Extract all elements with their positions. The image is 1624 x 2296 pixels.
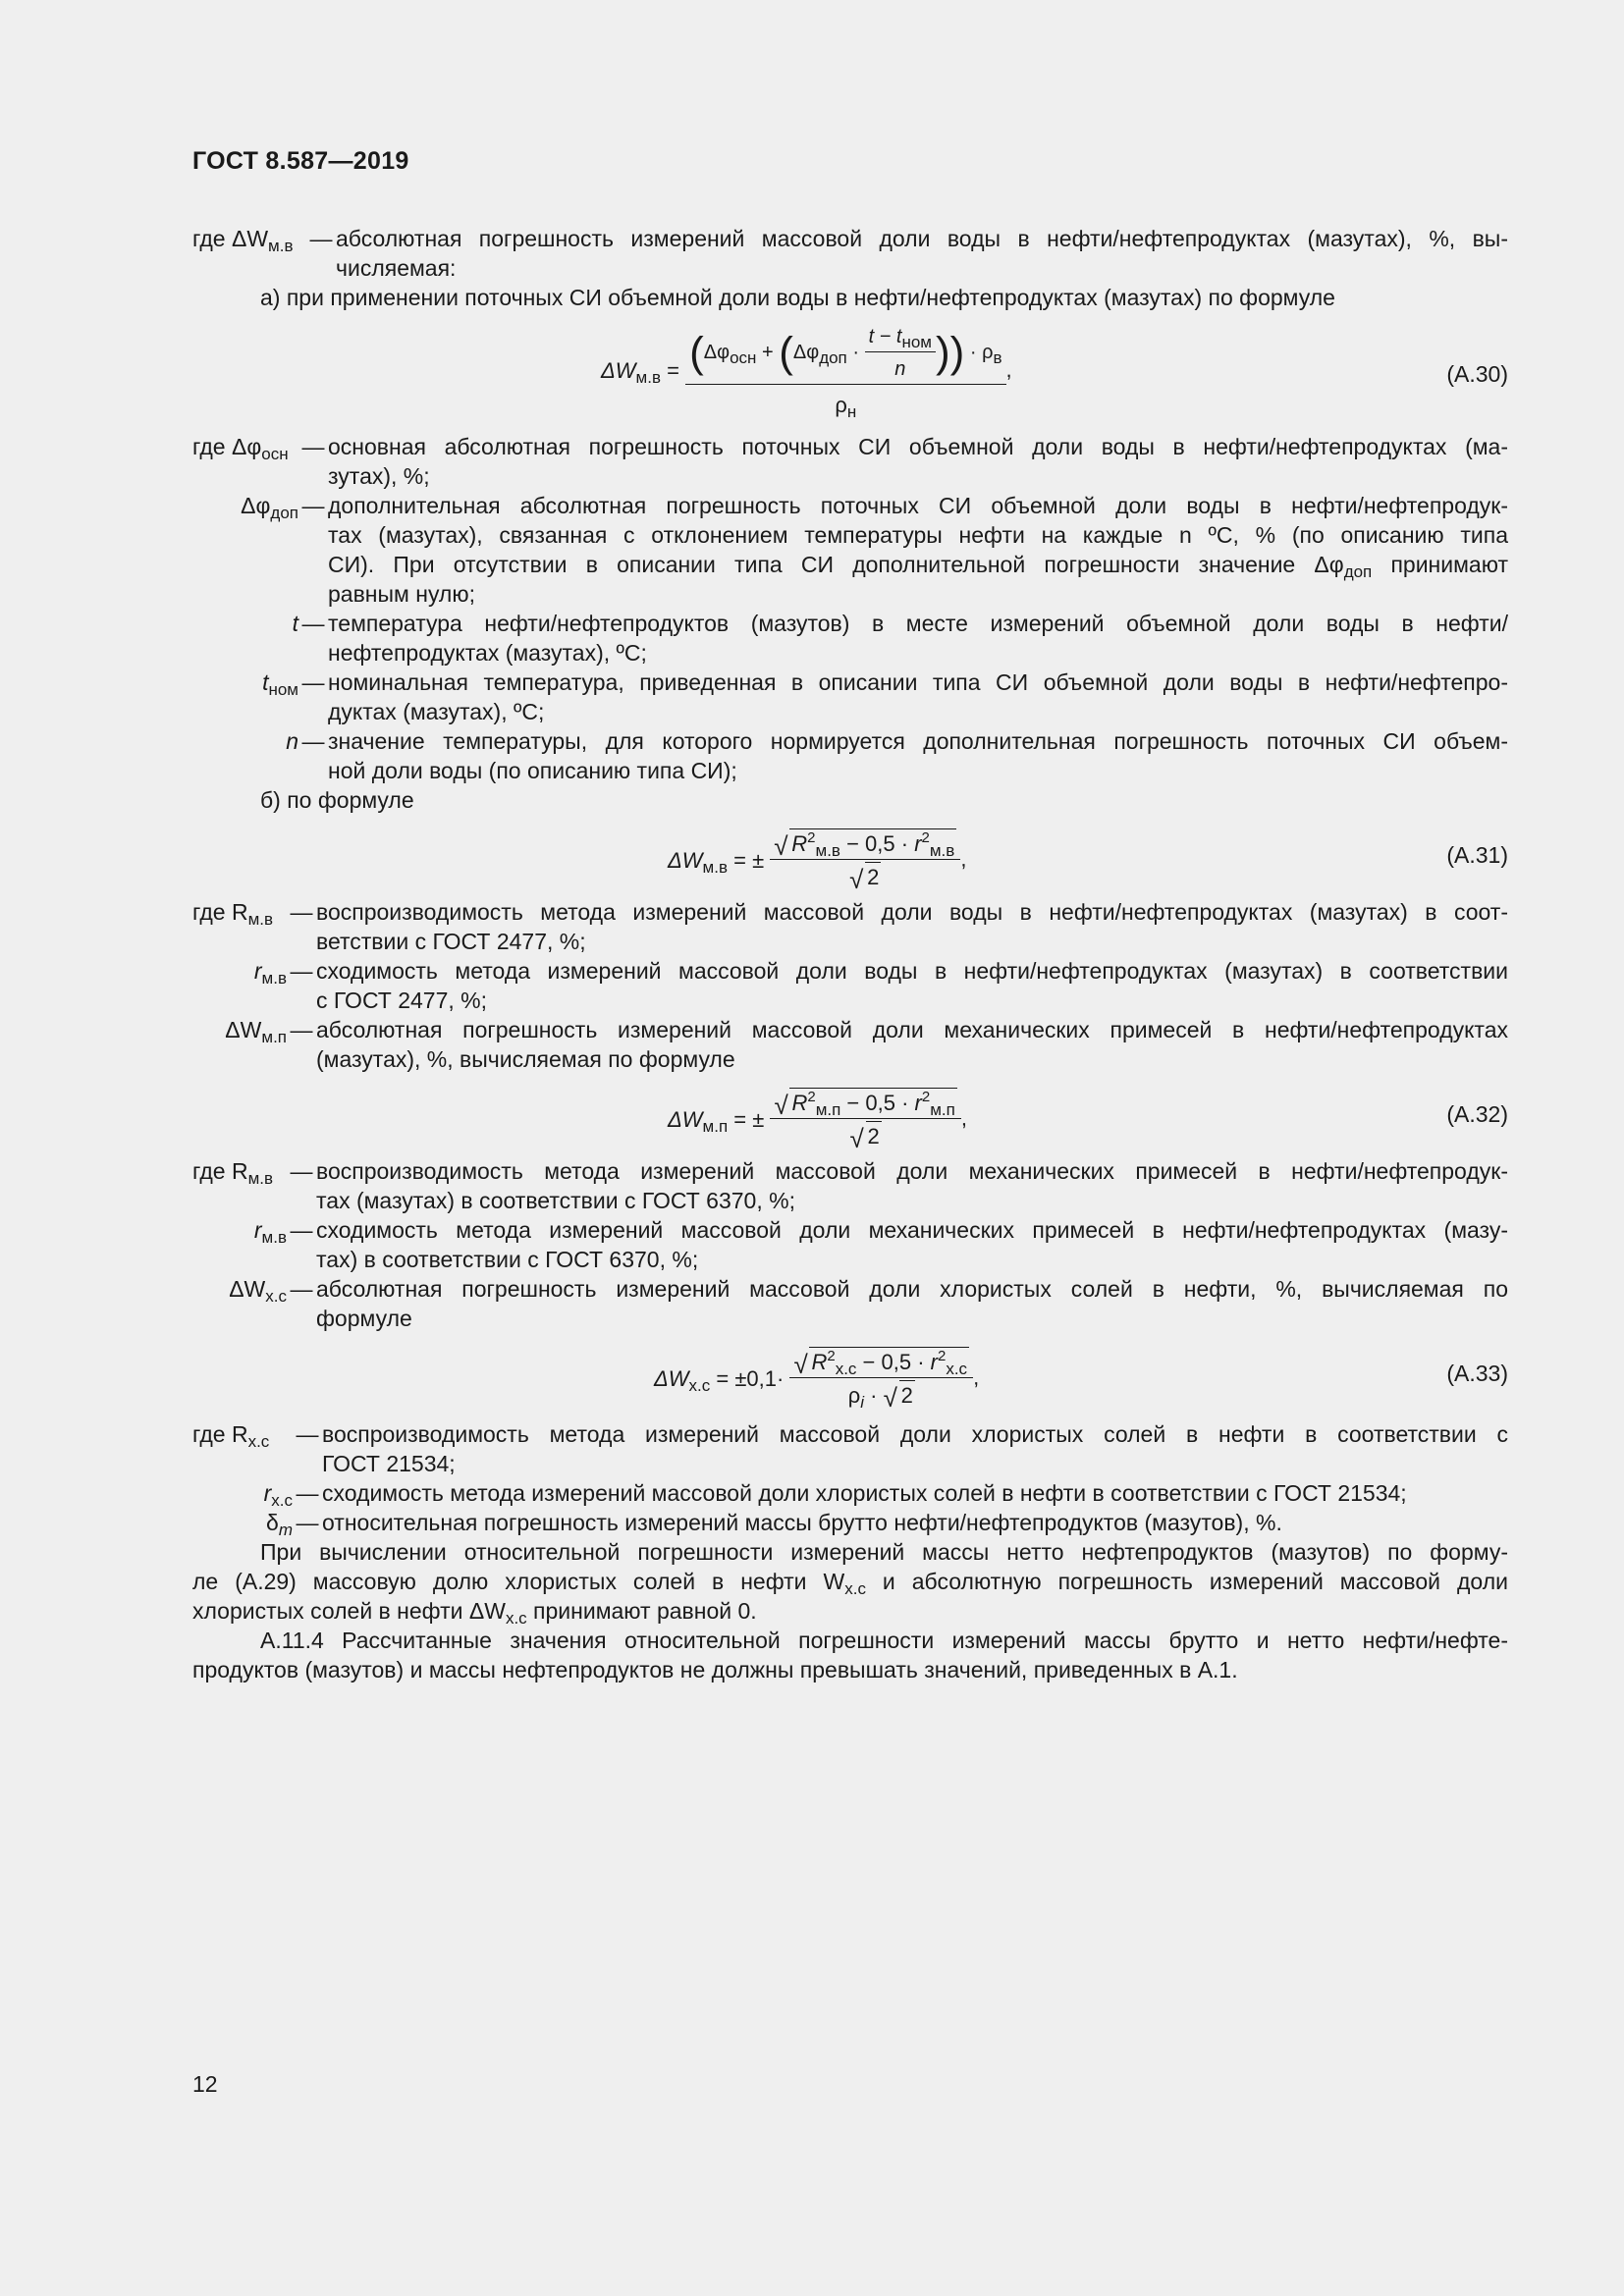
definition-delta-w-xc: $\Delta W_{х.с}$ — абсолютная погрешность измерений массовой доли хлористых солей в нефти, %, вычисляемая по формуле xyxy=(229,1276,1508,1331)
formula-a30: $\Delta W_{м.в}$ = ($\Delta\varphi_{осн} + (\Delta\varphi_{доп}$ · $\frac{t - t_{ном}}{n}$ )) · $\rho_в$ $\rho_н$ , (А.30) xyxy=(192,312,1508,432)
definition-dash: — xyxy=(309,226,333,251)
symbol-subscript: м.в xyxy=(268,237,294,255)
formula-number: (А.33) xyxy=(1446,1361,1508,1386)
paragraph-note: При вычислении относительной погрешности измерений массы нетто нефтепродуктов (мазутов) по форму- ле (А.29) массовую долю хлористых солей в нефти $W_{х.с}$ и абсолютную погрешность измерений массовой доли хлористых солей в нефти $\Delta W_{х.с}$ принимают равной 0. xyxy=(192,1539,1508,1628)
definition-delta-w-mv xyxy=(192,224,1508,283)
definition-n: n — значение температуры, для которого нормируется дополнительная погрешность поточных СИ объем- ной доли воды (по описанию типа СИ); xyxy=(286,728,1508,783)
definition-delta-w-mp: $\Delta W_{м.п}$ — абсолютная погрешность измерений массовой доли механических примесей в нефти/нефтепродуктах (мазутах), %, вычисляемая по формуле xyxy=(225,1017,1508,1072)
formula-lhs: ΔW xyxy=(601,358,636,383)
definition-r-xc: $r_{х.с}$ — сходимость метода измерений массовой доли хлористых солей в нефти в соответствии с ГОСТ 21534; xyxy=(263,1480,1407,1510)
definition-r-mv-2: $r_{м.в}$ — сходимость метода измерений массовой доли механических примесей в нефти/нефтепродуктах (мазу- тах) в соответствии с ГОСТ 6370, %; xyxy=(253,1217,1508,1272)
page-content xyxy=(192,224,1508,1684)
definition-r-mv: $r_{м.в}$ — сходимость метода измерений массовой доли воды в нефти/нефтепродуктах (мазутах) в соответствии с ГОСТ 2477, %; xyxy=(253,958,1508,1013)
definition-symbol: где ΔW xyxy=(192,226,269,251)
definition-delta-phi-dop: $\Delta\varphi_{доп}$ — дополнительная абсолютная погрешность поточных СИ объемной доли воды в нефти/нефтепродук- тах (мазутах), связанная с отклонением температуры нефти на каждые n ºС, % (по описанию типа СИ). При отсутствии в описании типа СИ дополнительной погрешности значение $\Delta\varphi_{доп}$ принимают равным нулю; xyxy=(241,493,1508,607)
definition-t: t — температура нефти/нефтепродуктов (мазутов) в месте измерений объемной доли воды в нефти/ нефтепродуктах (мазутах), ºС; xyxy=(292,611,1508,666)
document-header: ГОСТ 8.587—2019 xyxy=(192,147,409,175)
paragraph-a-11-4: А.11.4 Рассчитанные значения относительной погрешности измерений массы брутто и нетто нефти/нефте- продуктов (мазутов) и массы нефтепродуктов не должны превышать значений, приведенных в А.1. xyxy=(192,1628,1508,1682)
formula-number: (А.31) xyxy=(1446,842,1508,868)
list-item-b: б) по формуле xyxy=(260,787,414,813)
formula-a31: $\Delta W_{м.в}$ = ± √ $R^2_{м.в} - 0,5 \cdot r^2_{м.в}$ √ 2 , (А.31) xyxy=(668,829,1508,894)
formula-a32: $\Delta W_{м.п}$ = ± √ $R^2_{м.п} - 0,5 \cdot r^2_{м.п}$ √ 2 , (А.32) xyxy=(668,1089,1508,1153)
formula-number: (А.32) xyxy=(1446,1101,1508,1127)
definition-delta-phi-osn: где $\Delta\varphi_{осн}$ — основная абсолютная погрешность поточных СИ объемной доли воды в нефти/нефтепродуктах (ма- зутах), %; xyxy=(192,434,1508,489)
definition-R-mv-2: где $R_{м.в}$ — воспроизводимость метода измерений массовой доли механических примесей в нефти/нефтепродук- тах (мазутах) в соответствии с ГОСТ 6370, %; xyxy=(192,1158,1508,1213)
definition-R-xc: где $R_{х.с}$ — воспроизводимость метода измерений массовой доли хлористых солей в нефти в соответствии с ГОСТ 21534; xyxy=(192,1421,1508,1476)
formula-a33: $\Delta W_{х.с} = \pm 0,1\cdot$ √ $R^2_{х.с} - 0,5 \cdot r^2_{х.с}$ $\rho_i$ · √ 2 , (А.33) xyxy=(654,1348,1508,1413)
page-number: 12 xyxy=(192,2071,218,2097)
formula-fraction: ($\Delta\varphi_{осн} + (\Delta\varphi_{доп}$ · $\frac{t - t_{ном}}{n}$ )) · $\rho_в$ $\rho_н$ xyxy=(685,322,1005,420)
definition-R-mv: где $R_{м.в}$ — воспроизводимость метода измерений массовой доли воды в нефти/нефтепродуктах (мазутах) в соот- ветствии с ГОСТ 2477, %; xyxy=(192,899,1508,954)
definition-t-nom: $t_{ном}$ — номинальная температура, приведенная в описании типа СИ объемной доли воды в нефти/нефтепро- дуктах (мазутах), ºС; xyxy=(262,669,1508,724)
definition-text: абсолютная погрешность измерений массовой доли воды в нефти/нефтепродуктах (мазутах), %, вы- числяемая: xyxy=(336,226,1508,281)
list-item-a: а) при применении поточных СИ объемной доли воды в нефти/нефтепродуктах (мазутах) по формуле xyxy=(260,285,1335,310)
definition-delta-m: $\delta_m$ — относительная погрешность измерений массы брутто нефти/нефтепродуктов (мазутов), %. xyxy=(266,1510,1282,1539)
formula-number: (А.30) xyxy=(1446,361,1508,387)
